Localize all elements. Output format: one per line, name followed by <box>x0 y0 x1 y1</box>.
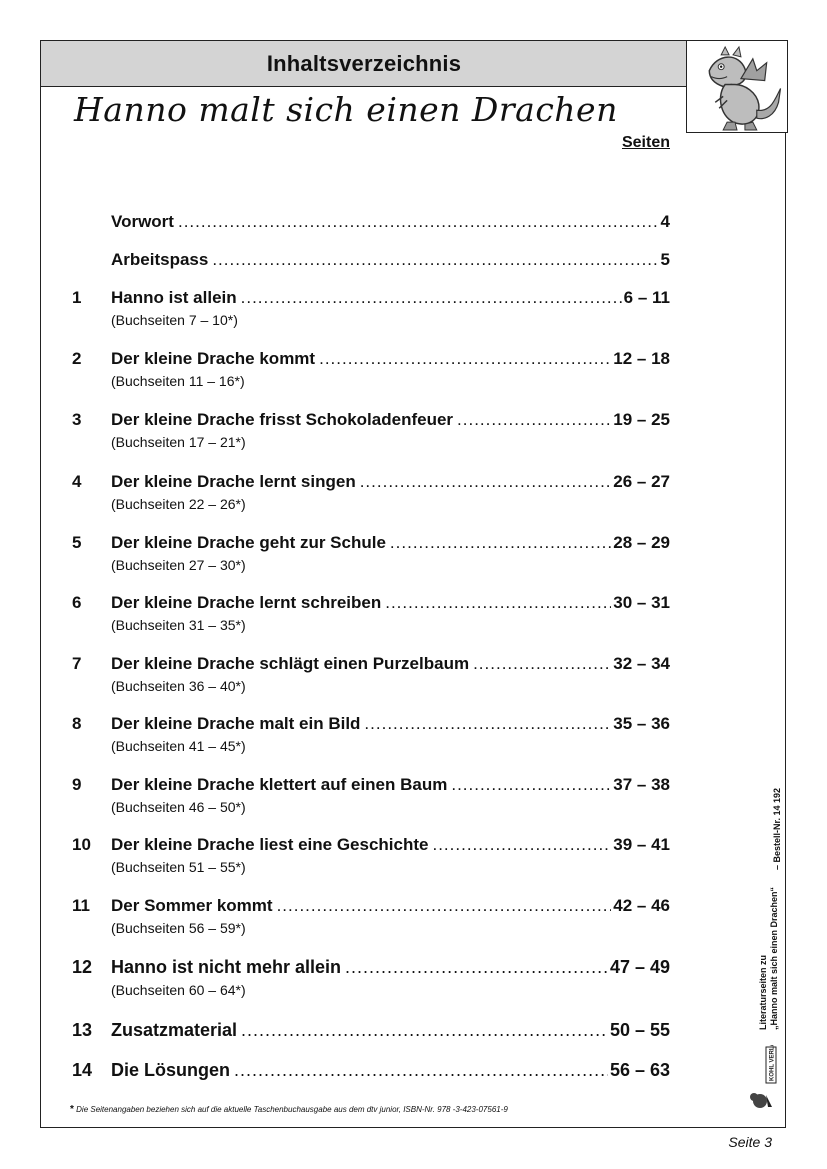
order-number: – Bestell-Nr. 14 192 <box>772 787 782 870</box>
toc-entry <box>70 593 670 633</box>
book-title: Hanno malt sich einen Drachen <box>74 90 618 129</box>
toc-number: 13 <box>72 1020 93 1040</box>
toc-title: Die Lösungen <box>111 1060 231 1080</box>
toc-entry <box>70 775 670 815</box>
toc-book-pages: (Buchseiten 60 – 64*) <box>111 982 246 998</box>
toc-title: Der kleine Drache liest eine Geschichte <box>111 835 429 854</box>
toc-pages: 26 – 27 <box>613 472 670 491</box>
toc-pages: 47 – 49 <box>609 957 670 977</box>
toc-entry <box>70 250 670 270</box>
toc-pages: 56 – 63 <box>609 1060 670 1080</box>
toc-title: Vorwort <box>111 212 174 231</box>
toc-book-pages: (Buchseiten 31 – 35*) <box>111 617 246 633</box>
publisher-logo-icon <box>748 1045 778 1117</box>
toc-pages: 5 <box>660 250 670 269</box>
toc-book-pages: (Buchseiten 27 – 30*) <box>111 557 246 573</box>
footnote-star: * <box>70 1104 74 1115</box>
page-title: Inhaltsverzeichnis <box>266 50 462 76</box>
header-bar <box>41 41 687 87</box>
toc-pages: 42 – 46 <box>613 896 670 915</box>
pages-column-heading: Seiten <box>621 134 670 151</box>
toc-leader-dots <box>241 1020 608 1041</box>
dragon-icon <box>687 41 787 132</box>
toc-leader-dots <box>212 250 658 270</box>
toc-entry <box>70 957 670 998</box>
toc-entry <box>70 654 670 694</box>
toc-entry <box>70 835 670 875</box>
toc-number: 5 <box>72 533 82 552</box>
toc-pages: 35 – 36 <box>613 714 670 733</box>
toc-number: 14 <box>72 1060 93 1080</box>
toc-number: 2 <box>72 349 82 368</box>
toc-number: 3 <box>72 410 82 429</box>
publisher-name: KOHL VERLAG <box>769 1045 776 1081</box>
toc-entry <box>70 349 670 389</box>
toc-title: Der Sommer kommt <box>111 896 273 915</box>
toc-title: Der kleine Drache klettert auf einen Baum <box>111 775 448 794</box>
publisher-logo <box>748 1045 778 1117</box>
toc-number: 12 <box>72 957 93 977</box>
toc-leader-dots <box>432 835 611 855</box>
footnote <box>70 1104 508 1115</box>
toc-leader-dots <box>473 654 611 674</box>
toc-leader-dots <box>178 212 659 232</box>
side-order-number <box>772 788 783 870</box>
toc-book-pages: (Buchseiten 51 – 55*) <box>111 859 246 875</box>
toc-book-pages: (Buchseiten 41 – 45*) <box>111 738 246 754</box>
toc-title: Der kleine Drache lernt singen <box>111 472 356 491</box>
toc-number: 4 <box>72 472 82 491</box>
toc-title: Der kleine Drache malt ein Bild <box>111 714 361 733</box>
toc-pages: 50 – 55 <box>609 1020 670 1040</box>
toc-book-pages: (Buchseiten 36 – 40*) <box>111 678 246 694</box>
toc-entry <box>70 896 670 936</box>
toc-entry <box>70 1020 670 1041</box>
toc-number: 10 <box>72 835 91 854</box>
toc-book-pages: (Buchseiten 22 – 26*) <box>111 496 246 512</box>
toc-entry <box>70 288 670 328</box>
footnote-text: Die Seitenangaben beziehen sich auf die aktuelle Taschenbuchausgabe aus dem dtv junior, ISBN-Nr. 978 -3-423-07561-9 <box>76 1105 508 1114</box>
toc-pages: 4 <box>660 212 670 231</box>
toc-leader-dots <box>241 288 622 308</box>
toc-number: 11 <box>72 896 90 915</box>
toc-title: Hanno ist allein <box>111 288 237 307</box>
side-info <box>758 887 780 1030</box>
toc-leader-dots <box>390 533 611 553</box>
toc-leader-dots <box>234 1060 608 1081</box>
toc-book-pages: (Buchseiten 17 – 21*) <box>111 434 246 450</box>
toc-number: 1 <box>72 288 82 307</box>
toc-leader-dots <box>319 349 611 369</box>
toc-title: Der kleine Drache kommt <box>111 349 316 368</box>
toc-leader-dots <box>345 957 608 978</box>
toc-book-pages: (Buchseiten 56 – 59*) <box>111 920 246 936</box>
toc-leader-dots <box>360 472 612 492</box>
toc-pages: 6 – 11 <box>623 288 670 307</box>
toc-entry <box>70 410 670 450</box>
toc-leader-dots <box>277 896 612 916</box>
toc-leader-dots <box>451 775 611 795</box>
toc-title: Der kleine Drache schlägt einen Purzelbaum <box>111 654 470 673</box>
side-info-line1: Literaturseiten zu <box>758 954 768 1030</box>
toc-entry <box>70 212 670 232</box>
toc-pages: 32 – 34 <box>613 654 670 673</box>
toc-pages: 12 – 18 <box>613 349 670 368</box>
toc-book-pages: (Buchseiten 11 – 16*) <box>111 373 245 389</box>
side-info-line2: „Hanno malt sich einen Drachen“ <box>769 886 779 1030</box>
toc-leader-dots <box>385 593 611 613</box>
toc-title: Zusatzmaterial <box>111 1020 238 1040</box>
toc-number: 9 <box>72 775 82 794</box>
toc-entry <box>70 1060 670 1081</box>
toc-leader-dots <box>364 714 611 734</box>
toc-number: 6 <box>72 593 82 612</box>
page-number: Seite 3 <box>728 1134 772 1150</box>
toc-pages: 30 – 31 <box>613 593 670 612</box>
toc-pages: 37 – 38 <box>613 775 670 794</box>
toc-leader-dots <box>457 410 611 430</box>
toc-title: Der kleine Drache geht zur Schule <box>111 533 386 552</box>
toc-title: Der kleine Drache lernt schreiben <box>111 593 382 612</box>
toc-number: 7 <box>72 654 82 673</box>
toc-entry <box>70 533 670 573</box>
toc-title: Der kleine Drache frisst Schokoladenfeuer <box>111 410 454 429</box>
toc-pages: 28 – 29 <box>613 533 670 552</box>
toc-book-pages: (Buchseiten 46 – 50*) <box>111 799 246 815</box>
toc-title: Hanno ist nicht mehr allein <box>111 957 342 977</box>
toc-entry <box>70 472 670 512</box>
toc-number: 8 <box>72 714 82 733</box>
dragon-illustration <box>686 40 788 133</box>
toc-pages: 39 – 41 <box>613 835 670 854</box>
toc-pages: 19 – 25 <box>613 410 670 429</box>
toc-entry <box>70 714 670 754</box>
toc-book-pages: (Buchseiten 7 – 10*) <box>111 312 238 328</box>
toc-title: Arbeitspass <box>111 250 209 269</box>
